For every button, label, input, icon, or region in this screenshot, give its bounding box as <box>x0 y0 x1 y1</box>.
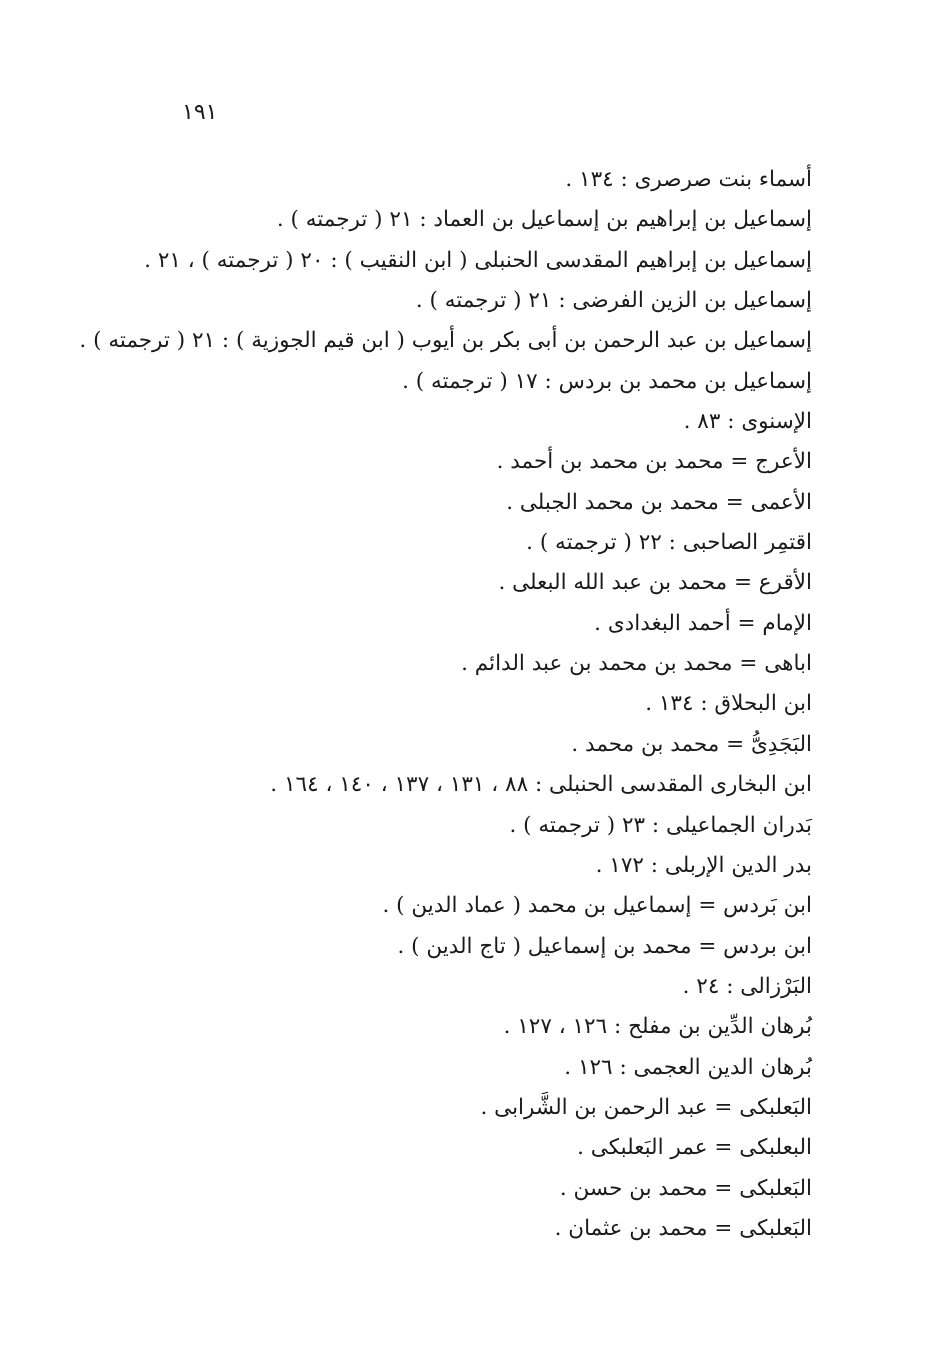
index-entry: بَدران الجماعيلى : ٢٣ ( ترجمته ) . <box>509 812 812 838</box>
index-entry: الإسنوى : ٨٣ . <box>683 409 812 435</box>
index-entry: البعلبكى = عمر البَعلبكى . <box>577 1135 812 1161</box>
index-entry: إسماعيل بن عبد الرحمن بن أبى بكر بن أيوب ( ابن قيم الجوزية ) : ٢١ ( ترجمته ) . <box>79 328 812 354</box>
index-entry: إسماعيل بن محمد بن بردس : ١٧ ( ترجمته ) . <box>402 368 812 394</box>
index-entry: إسماعيل بن الزين الفرضى : ٢١ ( ترجمته ) . <box>415 288 812 314</box>
index-entry: ابن البخارى المقدسى الحنبلى : ٨٨ ، ١٣١ ، ١٣٧ ، ١٤٠ ، ١٦٤ . <box>270 772 812 798</box>
index-entry: أسماء بنت صرصرى : ١٣٤ . <box>565 167 812 192</box>
index-entry: البَعلبكى = محمد بن حسن . <box>559 1175 812 1201</box>
index-entry: البَرْزالى : ٢٤ . <box>682 973 812 999</box>
index-entry: بدر الدين الإربلى : ١٧٢ . <box>595 852 812 878</box>
index-entry: بُرهان الدِّين بن مفلح : ١٢٦ ، ١٢٧ . <box>503 1014 812 1040</box>
page-number: ١٩١ <box>182 100 218 125</box>
index-entry: الأعمى = محمد بن محمد الجبلى . <box>506 489 812 515</box>
index-entries <box>72 160 812 1249</box>
index-entry: البَجَدِىُّ = محمد بن محمد . <box>571 731 812 757</box>
index-entry: ابن بردس = محمد بن إسماعيل ( تاج الدين ) . <box>397 933 812 959</box>
index-entry: الإمام = أحمد البغدادى . <box>594 610 812 636</box>
index-entry: اباهى = محمد بن محمد بن عبد الدائم . <box>461 651 812 677</box>
index-entry: الأقرع = محمد بن عبد الله البعلى . <box>498 570 812 596</box>
index-entry: إسماعيل بن إبراهيم المقدسى الحنبلى ( ابن النقيب ) : ٢٠ ( ترجمته ) ، ٢١ . <box>144 247 812 273</box>
index-entry: البَعلبكى = محمد بن عثمان . <box>554 1215 812 1241</box>
index-entry: إسماعيل بن إبراهيم بن إسماعيل بن العماد : ٢١ ( ترجمته ) . <box>276 207 812 233</box>
index-entry: ابن البحلاق : ١٣٤ . <box>645 691 812 717</box>
index-entry: البَعلبكى = عبد الرحمن بن الشَّرابى . <box>480 1094 812 1120</box>
index-entry: بُرهان الدين العجمى : ١٢٦ . <box>564 1054 812 1080</box>
index-entry: الأعرج = محمد بن محمد بن أحمد . <box>496 449 812 475</box>
index-entry: ابن بَردس = إسماعيل بن محمد ( عماد الدين ) . <box>382 893 812 919</box>
index-entry: اقتمِر الصاحبى : ٢٢ ( ترجمته ) . <box>526 530 812 556</box>
